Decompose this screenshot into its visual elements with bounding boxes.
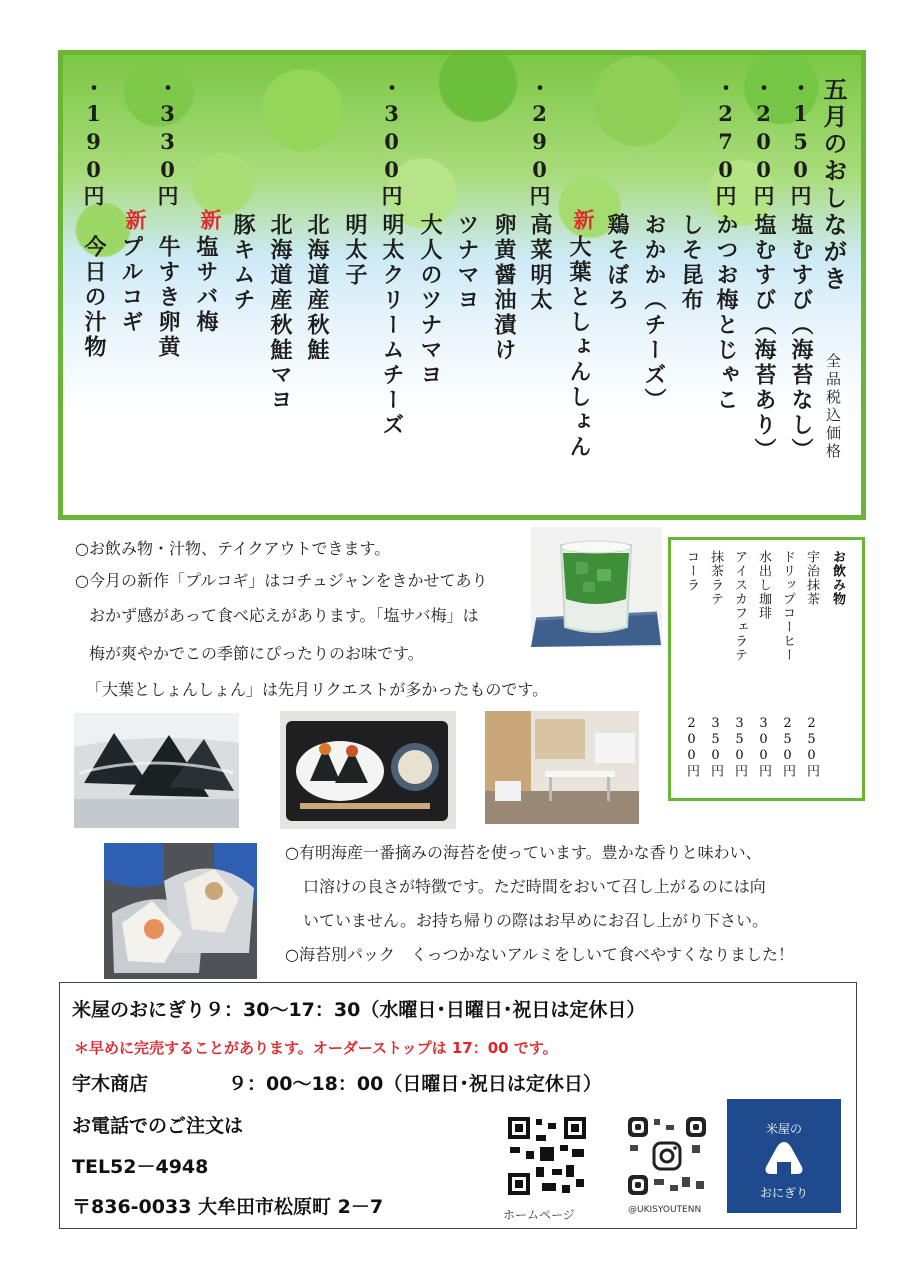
drink-name: 宇治抹茶 [804,550,819,606]
menu-price-330: ・330円 [155,77,180,209]
homepage-qr-label: ホームページ [503,1208,575,1222]
notice-new-line: おかず感があって食べ応えがあります。「塩サバ梅」は [89,606,479,625]
notice-new-line: 梅が爽やかでこの季節にぴったりのお味です。 [89,644,424,663]
menu-item: しそ昆布 [678,213,704,313]
homepage-qr-code[interactable] [506,1115,588,1197]
menu-price-270: ・270円 [713,77,738,209]
logo-text-top: 米屋の [765,1122,802,1136]
menu-board [58,50,866,520]
soldout-note: ＊早めに完売することがあります。オーダーストップは 17：00 です。 [74,1039,558,1057]
drink-price: 350円 [708,716,723,778]
menu-item: ツナマヨ [454,213,480,313]
onigiri-set-photo [280,711,456,829]
drink-name: 水出し珈琲 [756,550,771,620]
store-name: 宇木商店 [72,1073,149,1095]
menu-item: おかか（チーズ） [641,213,667,413]
menu-price-290: ・290円 [527,77,552,209]
matcha-latte-photo [531,527,662,647]
onigiri-hours: 米屋のおにぎり９：30～17：30（水曜日･日曜日･祝日は定休日） [72,999,646,1021]
drink-price: 300円 [756,716,771,778]
drink-price: 200円 [684,716,699,778]
new-badge: 新 [198,209,223,230]
info-box [59,982,857,1229]
menu-item: かつお梅とじゃこ [713,213,739,413]
menu-price-300: ・300円 [379,77,404,209]
onigiri-pack-photo [74,713,239,828]
menu-item: 高菜明太 [527,213,553,313]
menu-item: 大葉としょんしょん [566,235,592,460]
phone-number: TEL52－4948 [72,1156,209,1178]
menu-price-190: ・190円 [81,77,106,209]
menu-item: 塩むすび（海苔なし） [788,213,814,463]
menu-item: 明太クリームチーズ [379,213,405,438]
menu-item: プルコギ [118,235,144,335]
menu-price-200: ・200円 [751,77,776,209]
menu-title: 五月のおしながき [819,77,848,293]
notice-pack: ○海苔別パック くっつかないアルミをしいて食べやすくなりました！ [285,945,795,964]
menu-item: 塩サバ梅 [193,235,219,335]
address: 〒836-0033 大牟田市松原町 2－7 [72,1196,384,1218]
menu-item: 今日の汁物 [81,235,107,360]
menu-item: 豚キムチ [230,213,256,313]
drinks-heading: お飲み物 [830,550,845,606]
instagram-qr-code[interactable] [626,1115,708,1197]
store-hours: ９：00～18：00（日曜日･祝日は定休日） [228,1073,602,1095]
notice-new-line: ○今月の新作「プルコギ」はコチュジャンをきかせてあり [75,571,488,590]
instagram-qr-label: @UKISYOUTENN [628,1205,702,1215]
drink-name: ドリップコーヒー [780,550,795,662]
drinks-box [668,537,865,801]
notice-new-line: 「大葉としょんしょん」は先月リクエストが多かったものです。 [86,680,549,699]
drink-name: アイスカフェラテ [732,550,747,662]
onigiri-icon [764,1140,804,1176]
shop-logo [727,1099,841,1213]
onigiri-foil-photo [104,843,257,979]
menu-item: 大人のツナマヨ [417,213,443,388]
menu-item: 明太子 [342,213,368,288]
tax-note: 全品税込価格 [824,353,842,461]
menu-item: 鶏そぼろ [604,213,630,313]
menu-item: 牛すき卵黄 [155,235,181,360]
menu-item: 塩むすび（海苔あり） [751,213,777,463]
new-badge: 新 [571,209,596,230]
drink-price: 250円 [804,716,819,778]
new-badge: 新 [123,209,148,230]
phone-heading: お電話でのご注文は [72,1115,244,1137]
cafe-interior-photo [485,711,639,824]
drink-name: 抹茶ラテ [708,550,723,606]
drink-name: コーラ [684,550,699,592]
logo-text-bottom: おにぎり [759,1186,808,1200]
notice-nori-line: 口溶けの良さが特徴です。ただ時間をおいて召し上がるのには向 [303,877,766,896]
menu-item: 卵黄醤油漬け [491,213,517,363]
drink-price: 250円 [780,716,795,778]
drink-price: 350円 [732,716,747,778]
menu-price-150: ・150円 [788,77,813,209]
notice-nori-line: いていません。お持ち帰りの際はお早めにお召し上がり下さい。 [303,911,768,930]
notice-nori-line: ○有明海産一番摘みの海苔を使っています。豊かな香りと味わい、 [285,843,762,862]
menu-item: 北海道産秋鮭 [304,213,330,363]
notice-takeout: ○お飲み物・汁物、テイクアウトできます。 [75,539,391,558]
menu-item: 北海道産秋鮭マヨ [267,213,293,413]
